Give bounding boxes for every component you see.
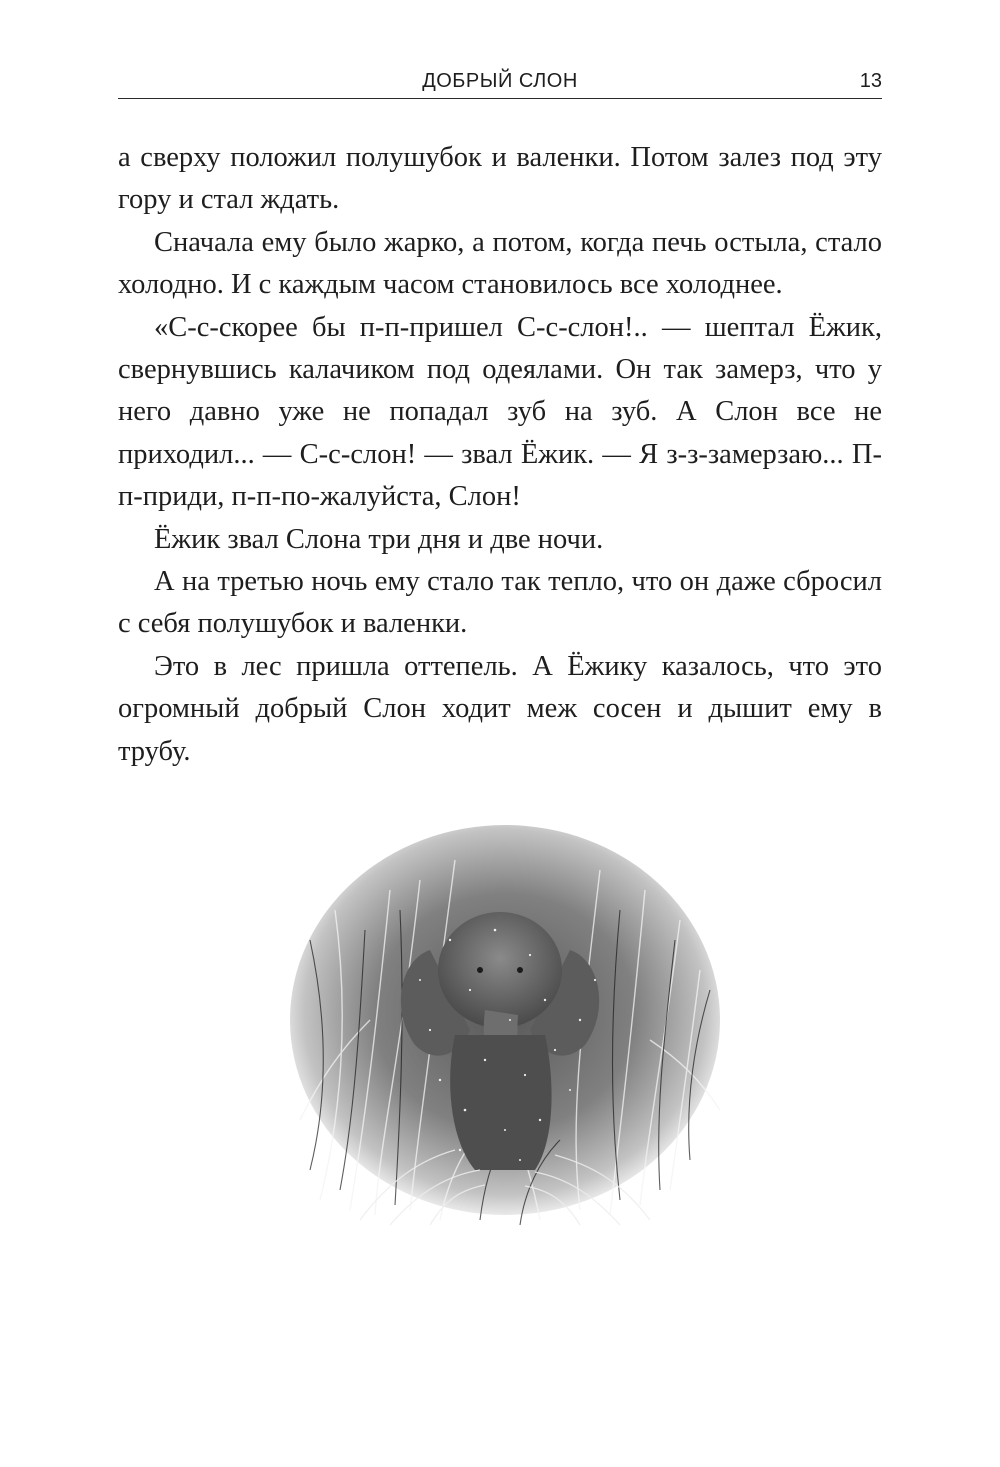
story-text: [118, 137, 882, 773]
paragraph: А на третью ночь ему стало так тепло, что он даже сбросил с себя полушубок и валенки.: [118, 566, 882, 640]
paragraph: Это в лес пришла оттепель. А Ёжику казалось, что это огромный добрый Слон ходит меж сосен и дышит ему в трубу.: [118, 650, 882, 767]
paragraph: Ёжик звал Слона три дня и две ночи.: [154, 523, 604, 555]
page-number: 13: [859, 70, 882, 92]
paragraph: Сначала ему было жарко, а потом, когда печь остыла, стало холодно. И с каждым часом становилось все холоднее.: [118, 226, 882, 301]
paragraph: «С-с-скорее бы п-п-пришел С-с-слон!.. — шептал Ёжик, свернувшись калачиком под одеялами. Он так замерз, что у него давно уже не попадал зуб на зуб. А Слон все не приходил... — С-с-слон! — звал Ёжик. — Я з-з-замерзаю... П-п-приди, п-п-по-жалуйста, Слон!: [118, 311, 882, 513]
running-title: ДОБРЫЙ СЛОН: [422, 70, 578, 92]
elephant-in-grass-illustration: [280, 820, 730, 1230]
running-header: [118, 66, 882, 99]
paragraph: а сверху положил полушубок и валенки. Потом залез под эту гору и стал ждать.: [118, 142, 882, 216]
